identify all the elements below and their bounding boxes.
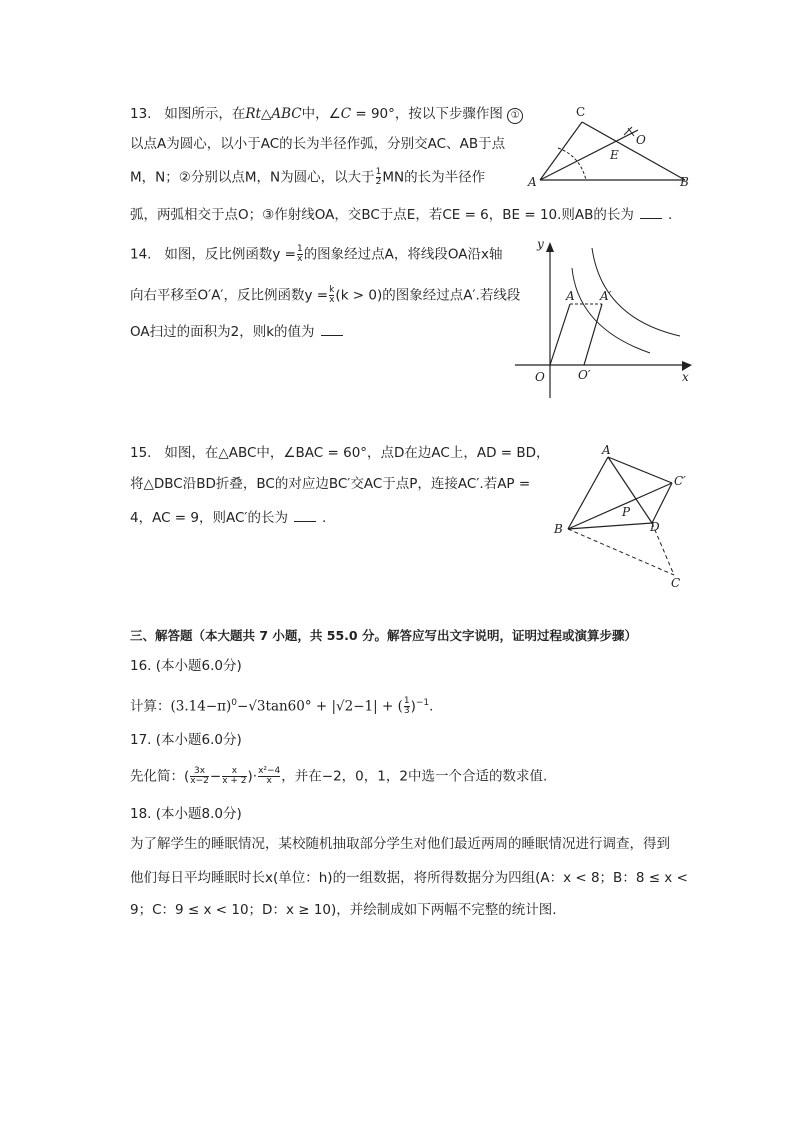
q14-line3: OA扫过的面积为2，则k的值为 <box>130 323 349 341</box>
label-C-prime: C′ <box>674 474 686 488</box>
label-x: x <box>682 370 689 384</box>
q18-line1: 为了解学生的睡眠情况，某校随机抽取部分学生对他们最近两周的睡眠情况进行调查，得到 <box>130 836 670 852</box>
q18-line2: 他们每日平均睡眠时长x(单位：h)的一组数据，将所得数据分为四组(A：x < 8；B：8 ≤ x < <box>130 870 688 886</box>
label-O: O <box>535 370 545 384</box>
q13-line1: 13. 如图所示，在Rt△ABC中，∠C = 90°，按以下步骤作图 ① <box>130 105 523 124</box>
q13-text: 如图所示，在 <box>164 106 246 122</box>
step-marker: ① <box>507 108 523 124</box>
label-A-prime: A′ <box>600 289 612 303</box>
q13-line2: 以点A为圆心，以小于AC的长为半径作弧，分别交AC、AB于点 <box>130 136 506 152</box>
label-E: E <box>610 148 619 162</box>
label-C: C <box>671 576 681 590</box>
fraction-1-over-x: $\frac{1}{x}$ <box>296 244 303 264</box>
q16-expression: 计算：$(3.14-\pi)^0-√3\tan 60^\circ + |√2-1|$ + ( $\frac{1}{3}$ )$^{-1}$. <box>130 696 434 716</box>
label-B: B <box>680 175 689 189</box>
label-O-prime: O′ <box>578 368 591 382</box>
answer-blank <box>640 206 662 219</box>
q15-line3: 4，AC = 9，则AC′的长为 . <box>130 510 327 526</box>
label-A: A <box>602 443 611 457</box>
label-C: C <box>576 105 586 119</box>
q13-line3: M，N；②分别以点M，N为圆心，以大于 $\frac{1}{2}$ MN的长为半径作 <box>130 167 486 187</box>
fraction-k-over-x: $\frac{k}{x}$ <box>329 285 335 305</box>
q13-figure <box>520 100 700 195</box>
label-O: O <box>636 133 646 147</box>
q15-line2: 将△DBC沿BD折叠，BC的对应边BC′交AC于点P，连接AC′.若AP = <box>130 476 531 492</box>
label-D: D <box>650 520 660 534</box>
q14-figure <box>510 238 695 403</box>
q15-figure <box>550 445 700 590</box>
answer-blank <box>294 509 316 522</box>
q15-line1: 15. 如图，在△ABC中，∠BAC = 60°，点D在边AC上，AD = BD， <box>130 445 550 461</box>
q18-line3: 9；C：9 ≤ x < 10；D：x ≥ 10)，并绘制成如下两幅不完整的统计图. <box>130 902 557 918</box>
answer-blank <box>321 323 343 336</box>
fraction-half: $\frac{1}{2}$ <box>375 167 382 187</box>
q17-expression: 先化简：( $\frac{3x}{x-2}$ − $\frac{x}{x + 2}$ )· $\frac{\text{x²−4}}{x}$ ，并在−2，0，1，2中选一个合适的数求值. <box>130 766 548 786</box>
q16-header: 16. (本小题6.0分) <box>130 658 242 674</box>
q18-header: 18. (本小题8.0分) <box>130 806 242 822</box>
q17-header: 17. (本小题6.0分) <box>130 732 242 748</box>
section-title: 三、解答题（本大题共 7 小题，共 55.0 分。解答应写出文字说明，证明过程或演算步骤） <box>130 628 637 643</box>
q14-line1: 14. 如图，反比例函数y = $\frac{1}{x}$ 的图象经过点A，将线段OA沿x轴 <box>130 244 503 264</box>
label-A: A <box>528 175 537 189</box>
q13-number: 13. <box>130 106 152 122</box>
label-y: y <box>537 237 544 251</box>
label-A: A <box>566 289 575 303</box>
fraction-x: $\frac{x}{x + 2}$ <box>222 766 247 786</box>
label-P: P <box>622 505 631 519</box>
fraction-x2-4: $\frac{\text{x²−4}}{x}$ <box>258 766 281 786</box>
q13-line4: 弧，两弧相交于点O；③作射线OA，交BC于点E，若CE = 6，BE = 10.则AB的长为 . <box>130 207 673 223</box>
fraction-3x: $\frac{3x}{x-2}$ <box>190 766 209 786</box>
fraction-one-third: $\frac{1}{3}$ <box>403 696 410 716</box>
q14-line2: 向右平移至O′A′，反比例函数y = $\frac{k}{x}$ (k > 0)的图象经过点A′.若线段 <box>130 285 521 305</box>
label-B: B <box>554 522 563 536</box>
